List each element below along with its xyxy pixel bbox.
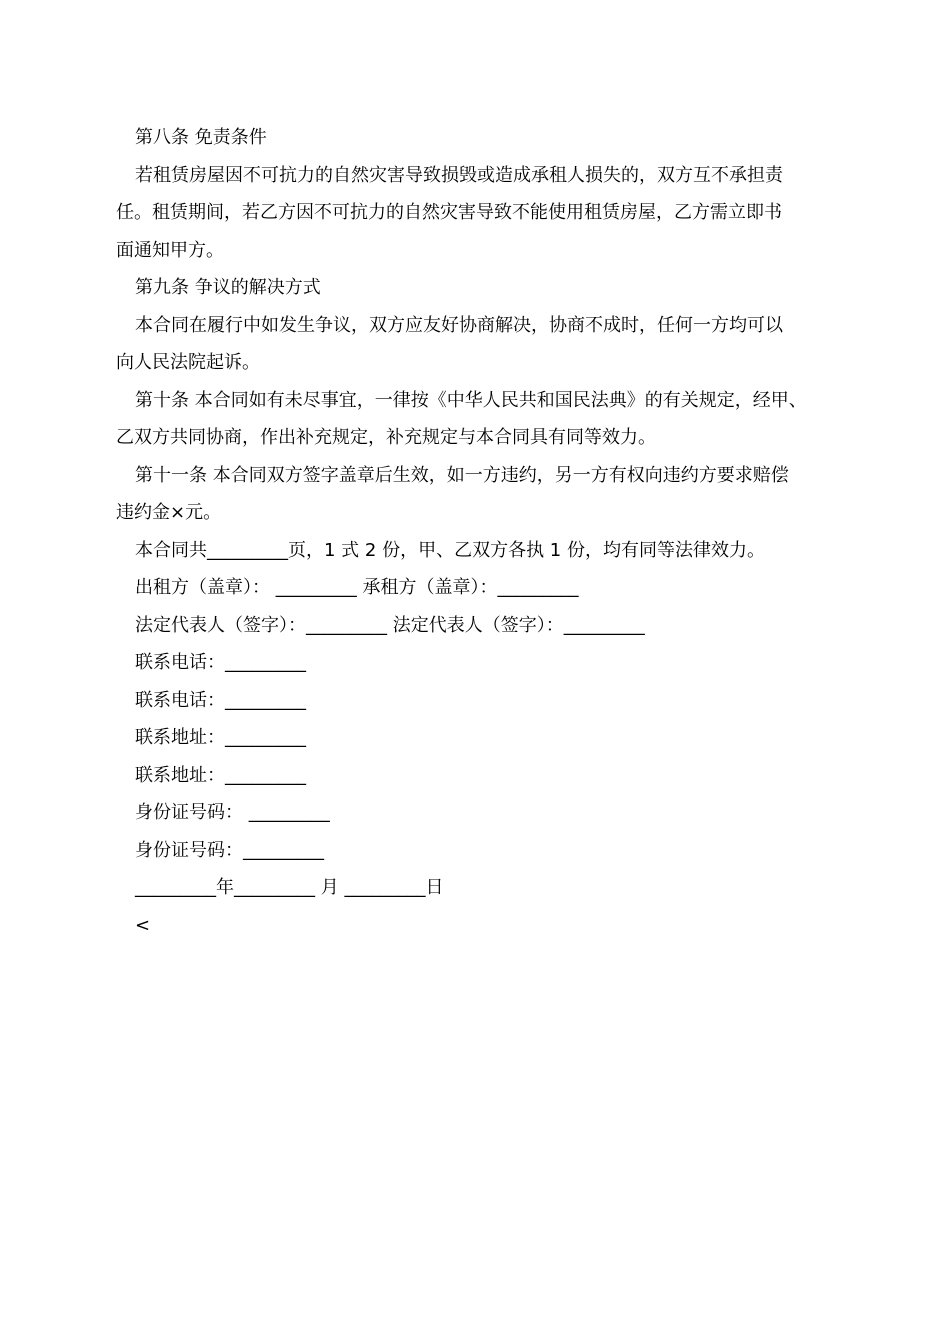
date-line: _________年_________ 月 _________日 [135,877,444,898]
article-9-text-line-2: 向人民法院起诉。 [116,352,260,373]
article-11-line-2: 违约金×元。 [116,502,222,523]
trailing-mark: < [135,914,151,936]
legal-representative-signature-line: 法定代表人（签字）：_________ 法定代表人（签字）：_________ [135,614,645,636]
article-10-line-2: 乙双方共同协商，作出补充规定，补充规定与本合同具有同等效力。 [116,427,656,448]
article-8-text-line-3: 面通知甲方。 [116,239,224,261]
contact-phone-line-2: 联系电话：_________ [135,689,306,711]
article-9-heading: 第九条 争议的解决方式 [135,277,321,298]
id-number-line-1: 身份证号码： _________ [135,802,330,823]
id-number-line-2: 身份证号码：_________ [135,839,324,861]
document-body [116,119,840,944]
lessor-lessee-seal-line: 出租方（盖章）： _________ 承租方（盖章）：_________ [135,577,579,598]
article-8-heading: 第八条 免责条件 [135,127,267,148]
article-8-text-line-2: 任。租赁期间，若乙方因不可抗力的自然灾害导致不能使用租赁房屋，乙方需立即书 [116,202,782,223]
article-10-line-1: 第十条 本合同如有未尽事宜，一律按《中华人民共和国民法典》的有关规定，经甲、 [135,389,807,411]
contact-phone-line-1: 联系电话：_________ [135,652,306,673]
contact-address-line-1: 联系地址：_________ [135,727,306,748]
article-11-line-1: 第十一条 本合同双方签字盖章后生效，如一方违约，另一方有权向违约方要求赔偿 [135,464,789,486]
contact-address-line-2: 联系地址：_________ [135,764,306,786]
article-8-text-line-1: 若租赁房屋因不可抗力的自然灾害导致损毁或造成承租人损失的，双方互不承担责 [135,164,783,186]
article-9-text-line-1: 本合同在履行中如发生争议，双方应友好协商解决，协商不成时，任何一方均可以 [135,314,783,336]
page-count-statement: 本合同共_________页，1 式 2 份，甲、乙双方各执 1 份，均有同等法律效力。 [135,539,765,561]
